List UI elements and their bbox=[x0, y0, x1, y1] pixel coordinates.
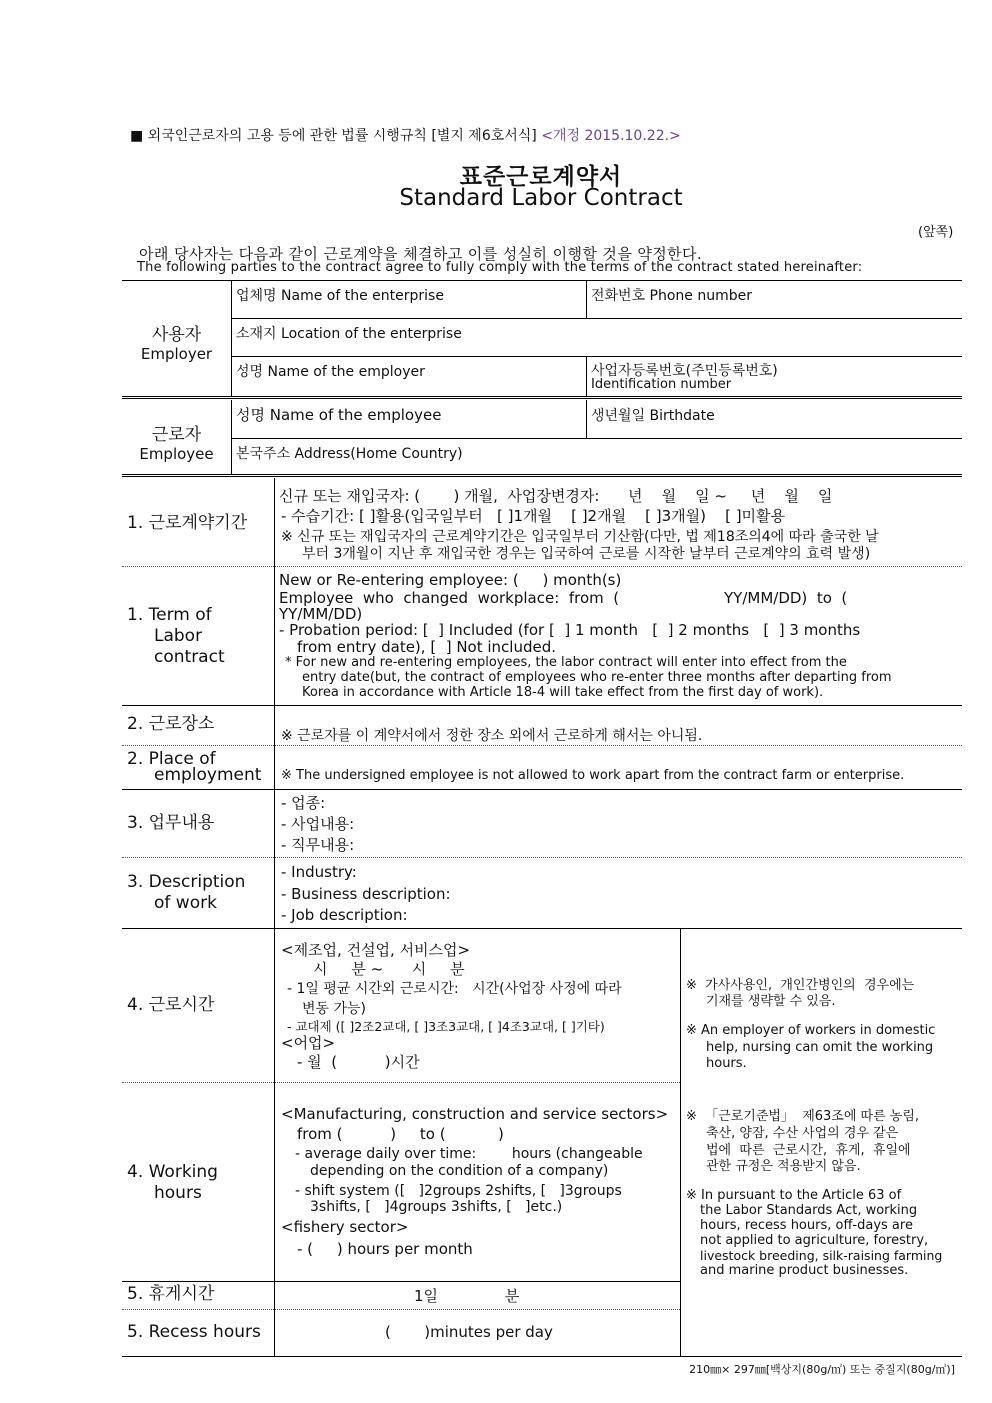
enterprise-name-field[interactable]: 업체명 Name of the enterprise bbox=[236, 288, 444, 304]
side-en-1c: hours. bbox=[706, 1056, 747, 1071]
side-ko-2a: ※ 「근로기준법」 제63조에 따른 농림, bbox=[686, 1109, 920, 1124]
employee-label bbox=[122, 420, 231, 463]
employer-label bbox=[122, 320, 231, 363]
paper-spec: 210㎜× 297㎜[백상지(80g/㎡) 또는 중질지(80g/㎡)] bbox=[689, 1363, 955, 1376]
sec5-label-ko: 5. 휴게시간 bbox=[127, 1284, 215, 1304]
intro-ko: 아래 당사자는 다음과 같이 근로계약을 체결하고 이를 성실히 이행할 것을 약정한다. bbox=[139, 245, 703, 263]
sec4-en-8: - ( ) hours per month bbox=[297, 1240, 473, 1258]
sec3-label-en-1: 3. Description bbox=[127, 872, 246, 892]
sec1-en-line5: from entry date), [ ] Not included. bbox=[297, 638, 557, 656]
sec4-ko-7: - 월 ( )시간 bbox=[297, 1053, 420, 1071]
sec4-en-7: <fishery sector> bbox=[281, 1218, 409, 1236]
sec1-ko-note1: ※ 신규 또는 재입국자의 근로계약기간은 입국일부터 기산함(다만, 법 제18조의4에 따라 출국한 날 bbox=[281, 529, 879, 545]
id-label-en: Identification number bbox=[591, 377, 732, 392]
sec5-label-en: 5. Recess hours bbox=[127, 1322, 261, 1342]
birthdate-field[interactable]: 생년월일 Birthdate bbox=[591, 408, 715, 424]
side-en-2e: livestock breeding, silk-raising farming bbox=[700, 1248, 943, 1263]
sec3-en-industry: - Industry: bbox=[281, 863, 357, 881]
sec1-en-line1: New or Re-entering employee: ( ) month(s) bbox=[279, 571, 622, 589]
intro-en: The following parties to the contract agree to fully comply with the terms of the contract stated hereinafter: bbox=[137, 260, 863, 275]
sec1-en-note1: * For new and re-entering employees, the labor contract will enter into effect from the bbox=[285, 655, 847, 670]
sec2-note-ko: ※ 근로자를 이 계약서에서 정한 장소 외에서 근로하게 해서는 아니됨. bbox=[281, 728, 703, 744]
sec4-en-6: 3shifts, [ ]4groups 3shifts, [ ]etc.) bbox=[310, 1199, 563, 1215]
sec4-en-3: - average daily over time: hours (changeable bbox=[295, 1146, 643, 1162]
employer-name-field[interactable]: 성명 Name of the employer bbox=[236, 364, 425, 380]
side-ko-2d: 관한 규정은 적용받지 않음. bbox=[706, 1159, 861, 1174]
sec4-label-en-2: hours bbox=[154, 1183, 202, 1203]
title-ko: 표준근로계약서 bbox=[459, 164, 623, 190]
title-en: Standard Labor Contract bbox=[399, 185, 683, 211]
sec2-note-en: ※ The undersigned employee is not allowed to work apart from the contract farm or enterprise. bbox=[281, 768, 905, 783]
employee-name-field[interactable]: 성명 Name of the employee bbox=[236, 406, 442, 424]
sec3-en-job: - Job description: bbox=[281, 906, 408, 924]
phone-field[interactable]: 전화번호 Phone number bbox=[591, 288, 753, 304]
sec4-label-en-1: 4. Working bbox=[127, 1162, 218, 1182]
id-label-ko: 사업자등록번호(주민등록번호) bbox=[591, 363, 778, 379]
side-en-2c: hours, recess hours, off-days are bbox=[700, 1218, 913, 1233]
side-en-1a: ※ An employer of workers in domestic bbox=[686, 1023, 936, 1038]
sec3-en-business: - Business description: bbox=[281, 884, 451, 903]
sec4-label-en bbox=[127, 1162, 218, 1204]
sec2-label-en bbox=[127, 751, 261, 783]
employer-label-en: Employer bbox=[140, 345, 213, 363]
side-en-2f: and marine product businesses. bbox=[700, 1263, 909, 1278]
sec4-en-1: <Manufacturing, construction and service sectors> bbox=[281, 1105, 669, 1123]
sec1-ko-line1: 신규 또는 재입국자: ( ) 개월, 사업장변경자: 년 월 일 ~ 년 월 일 bbox=[279, 487, 833, 505]
sec3-label-en bbox=[127, 872, 245, 914]
side-ko-2c: 법에 따른 근로시간, 휴게, 휴일에 bbox=[706, 1143, 911, 1158]
sec4-en-2: from ( ) to ( ) bbox=[297, 1125, 504, 1143]
sec1-label-en-3: contract bbox=[154, 647, 225, 667]
side-en-2d: not applied to agriculture, forestry, bbox=[700, 1233, 929, 1248]
sec2-label-ko: 2. 근로장소 bbox=[127, 714, 215, 734]
form-ref-text: ■ 외국인근로자의 고용 등에 관한 법률 시행규칙 [별지 제6호서식] bbox=[130, 128, 537, 144]
sec1-ko-line2: - 수습기간: [ ]활용(입국일부터 [ ]1개월 [ ]2개월 [ ]3개월) [ ]미활용 bbox=[281, 507, 786, 525]
revision-text: <개정 2015.10.22.> bbox=[541, 128, 681, 144]
address-field[interactable]: 본국주소 Address(Home Country) bbox=[236, 446, 463, 462]
sec3-ko-list bbox=[281, 793, 354, 856]
employee-label-ko: 근로자 bbox=[151, 425, 202, 445]
form-reference bbox=[130, 125, 681, 145]
page-side: (앞쪽) bbox=[918, 225, 954, 240]
location-field[interactable]: 소재지 Location of the enterprise bbox=[236, 326, 462, 342]
sec5-en-value[interactable]: ( )minutes per day bbox=[385, 1323, 553, 1341]
employee-label-en: Employee bbox=[139, 445, 214, 463]
sec1-en-line2: Employee who changed workplace: from ( YY/MM/DD) to ( bbox=[279, 589, 848, 607]
sec1-label-en-2: Labor bbox=[154, 626, 203, 646]
sec1-ko-note2: 부터 3개월이 지난 후 재입국한 경우는 입국하여 근로를 시작한 날부터 근로계약의 효력 발생) bbox=[302, 546, 871, 562]
side-ko-1a: ※ 가사사용인, 개인간병인의 경우에는 bbox=[686, 978, 915, 993]
sec1-label-en-1: 1. Term of bbox=[127, 605, 212, 625]
sec4-ko-5: - 교대제 ([ ]2조2교대, [ ]3조3교대, [ ]4조3교대, [ ]기타) bbox=[287, 1019, 605, 1034]
sec4-label-ko: 4. 근로시간 bbox=[127, 995, 215, 1015]
sec3-ko-business: - 사업내용: bbox=[281, 815, 355, 833]
sec1-label-ko: 1. 근로계약기간 bbox=[127, 513, 248, 533]
sec2-label-en-1: 2. Place of bbox=[127, 749, 216, 769]
side-en-1b: help, nursing can omit the working bbox=[706, 1040, 934, 1055]
side-ko-2b: 축산, 양잠, 수산 사업의 경우 같은 bbox=[706, 1126, 899, 1141]
sec4-ko-6: <어업> bbox=[281, 1034, 336, 1052]
sec4-en-4: depending on the condition of a company) bbox=[310, 1163, 609, 1179]
sec1-en-note2: entry date(but, the contract of employees who re-enter three months after departing from bbox=[302, 670, 892, 685]
sec1-en-note3: Korea in accordance with Article 18-4 will take effect from the first day of work). bbox=[302, 685, 824, 700]
sec3-ko-job: - 직무내용: bbox=[281, 836, 355, 854]
sec3-label-en-2: of work bbox=[154, 893, 217, 913]
sec1-label-en bbox=[127, 605, 225, 668]
sec3-ko-industry: - 업종: bbox=[281, 794, 326, 812]
side-en-2b: the Labor Standards Act, working bbox=[700, 1203, 918, 1218]
side-ko-1b: 기재를 생략할 수 있음. bbox=[706, 994, 836, 1009]
sec1-en-line4: - Probation period: [ ] Included (for [ ] 1 month [ ] 2 months [ ] 3 months bbox=[279, 621, 861, 639]
sec4-ko-2: 시 분 ~ 시 분 bbox=[313, 960, 465, 978]
sec4-ko-3: - 1일 평균 시간외 근로시간: 시간(사업장 사정에 따라 bbox=[287, 981, 622, 997]
sec1-en-line3: YY/MM/DD) bbox=[279, 605, 363, 623]
sec3-label-ko: 3. 업무내용 bbox=[127, 813, 215, 833]
employer-label-ko: 사용자 bbox=[151, 325, 202, 345]
sec2-label-en-2: employment bbox=[154, 765, 262, 785]
sec4-ko-4: 변동 가능) bbox=[302, 1001, 367, 1017]
sec4-ko-1: <제조업, 건설업, 서비스업> bbox=[281, 941, 471, 959]
sec4-en-5: - shift system ([ ]2groups 2shifts, [ ]3groups bbox=[295, 1183, 622, 1199]
sec5-ko-value[interactable]: 1일 분 bbox=[414, 1287, 520, 1305]
side-en-2a: ※ In pursuant to the Article 63 of bbox=[686, 1188, 902, 1203]
identification-field[interactable] bbox=[591, 360, 778, 392]
sec3-en-list bbox=[281, 862, 451, 927]
